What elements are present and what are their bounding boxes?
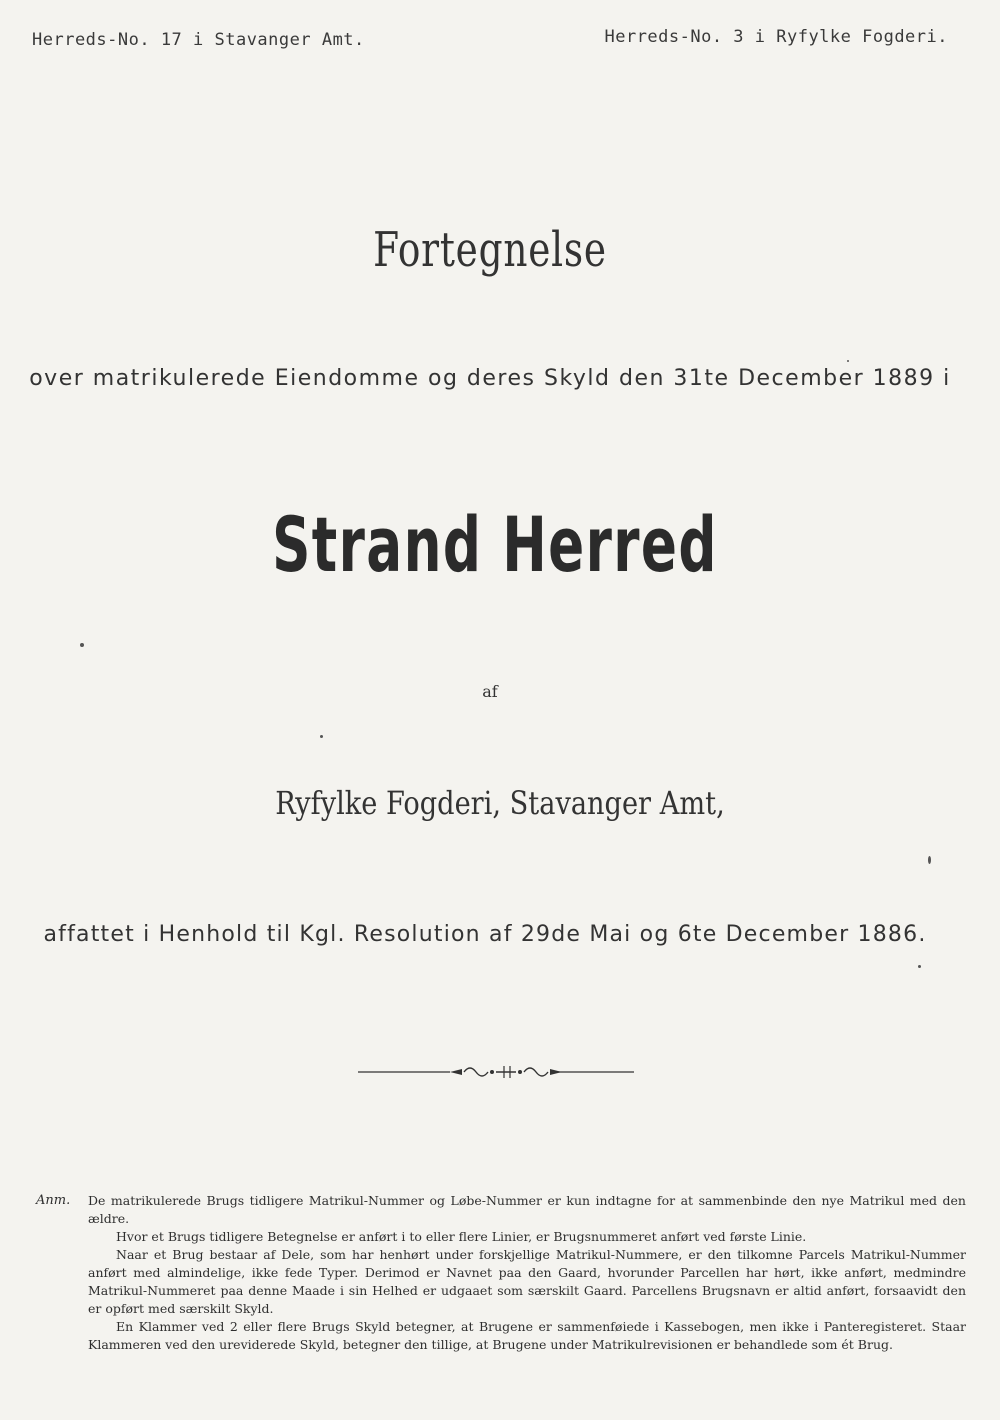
header-right-text: Herreds-No. 3 i Ryfylke Fogderi. (604, 27, 948, 47)
scan-speck (918, 965, 921, 968)
scan-speck (928, 856, 931, 864)
scan-speck (847, 360, 849, 362)
header-left-text: Herreds-No. 17 i Stavanger Amt. (32, 30, 365, 50)
annotation-paragraph: Naar et Brug bestaar af Dele, som har henhørt under forskjellige Matrikul-Nummere, er den tilkomne Parcels Matrikul-Nummer anført med almindelige, ikke fede Typer. Derimod er Navnet paa den Gaard, hvorunder Parcellen har hørt, ikke anført, medmindre Matrikul-Nummeret paa denne Maade i sin Helhed er udgaaet som særskilt Gaard. Parcellens Brugsnavn er altid anført, forsaavidt den er opført med særskilt Skyld. (88, 1247, 966, 1316)
af-text: af (482, 682, 498, 701)
document-title: Fortegnelse (373, 222, 607, 278)
document-subtitle: over matrikulerede Eiendomme og deres Skyld den 31te December 1889 i (29, 366, 951, 391)
scan-speck (80, 643, 84, 647)
scan-speck (320, 735, 323, 738)
annotation-paragraph: En Klammer ved 2 eller flere Brugs Skyld betegner, at Brugene er sammenføiede i Kassebogen, men ikke i Panteregisteret. Staar Klammeren ved den ureviderede Skyld, betegner den tillige, at Brugene under Matrikulrevisionen er behandlede som ét Brug. (88, 1319, 966, 1352)
herred-heading: Strand Herred (272, 500, 718, 589)
resolution-text: affattet i Henhold til Kgl. Resolution af 29de Mai og 6te December 1886. (43, 922, 927, 947)
ornament-divider (358, 1060, 634, 1084)
fogderi-text: Ryfylke Fogderi, Stavanger Amt, (275, 784, 725, 822)
annotation-paragraph: De matrikulerede Brugs tidligere Matrikul-Nummer og Løbe-Nummer er kun indtagne for at sammenbinde den nye Matrikul med den ældre. (88, 1193, 966, 1226)
annotation-label: Anm. (36, 1193, 71, 1208)
annotation-paragraph: Hvor et Brugs tidligere Betegnelse er anført i to eller flere Linier, er Brugsnummeret anført ved første Linie. (116, 1229, 807, 1244)
annotation-block (36, 1192, 966, 1354)
